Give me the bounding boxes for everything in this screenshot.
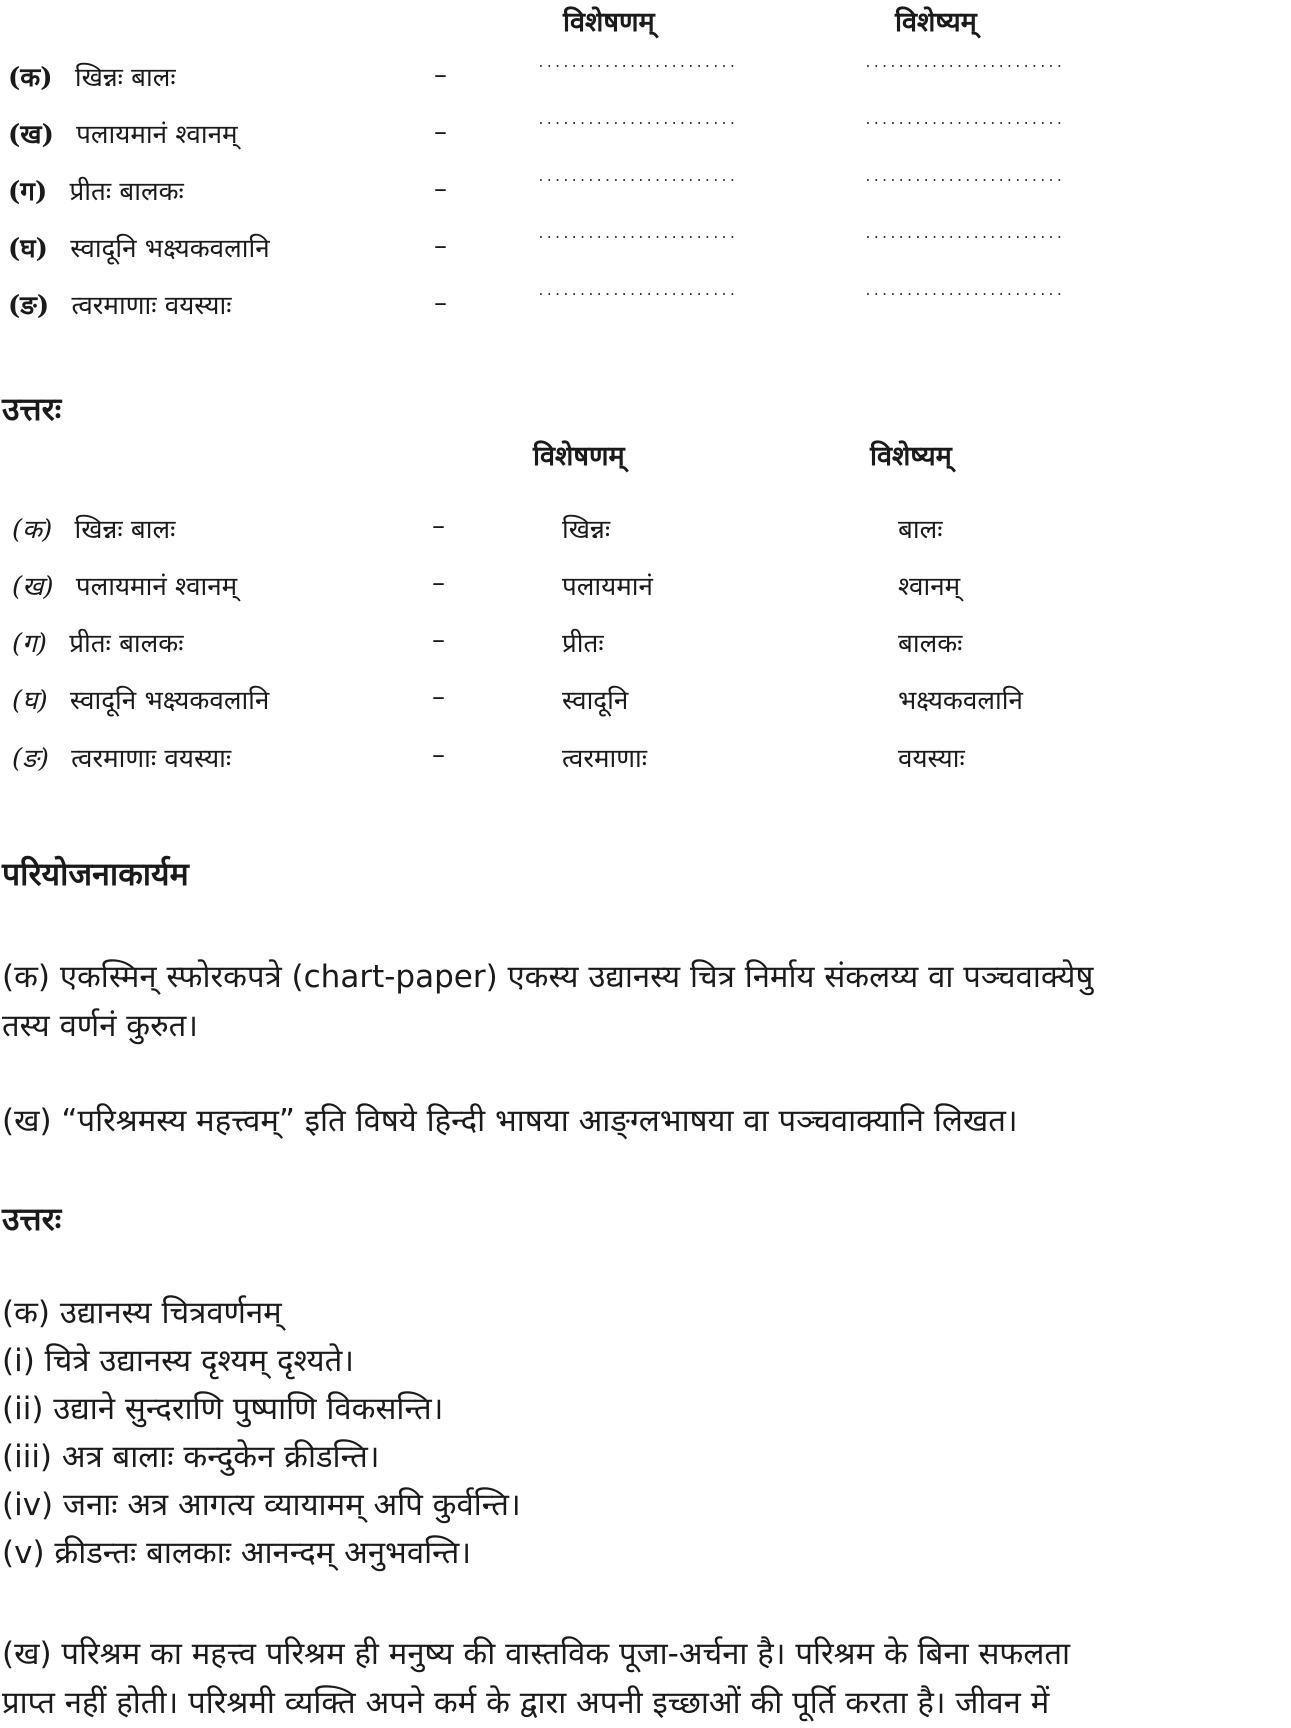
- answer-blank: ........................: [864, 56, 1064, 71]
- a-row-gha: [12, 681, 269, 717]
- a-row-dash: –: [432, 740, 445, 770]
- q-row-dash: –: [434, 117, 447, 147]
- answer-heading: उत्तरः: [2, 1200, 62, 1238]
- answer-blank: ........................: [537, 170, 737, 185]
- answer-blank: ........................: [864, 227, 1064, 242]
- a-row-label: (घ): [12, 686, 48, 716]
- a-row-visheshya: बालः: [898, 515, 943, 545]
- q-row-phrase: त्वरमाणाः वयस्याः: [71, 291, 232, 321]
- a-row-visheshan: त्वरमाणाः: [562, 744, 648, 774]
- answer-kha-line2: प्राप्त नहीं होती। परिश्रमी व्यक्ति अपने कर्म के द्वारा अपनी इच्छाओं की पूर्ति करता है। जीवन में: [2, 1685, 1050, 1721]
- q-row-dash: –: [434, 288, 447, 318]
- a-row-label: (ङ): [12, 744, 49, 774]
- a-row-ka: [12, 510, 175, 546]
- a-col-header-visheshya: विशेष्यम्: [870, 441, 952, 472]
- a-row-phrase: पलायमानं श्वानम्: [75, 572, 238, 602]
- answer-blank: ........................: [537, 227, 737, 242]
- answer-blank: ........................: [537, 56, 737, 71]
- q-row-dash: –: [434, 174, 447, 204]
- a-row-visheshya: श्वानम्: [898, 572, 961, 602]
- answer-kha-line1: (ख) परिश्रम का महत्त्व परिश्रम ही मनुष्य की वास्तविक पूजा-अर्चना है। परिश्रम के बिना सफलता: [2, 1636, 1071, 1672]
- q-row-label: (घ): [8, 234, 48, 264]
- a-row-kha: [12, 567, 237, 603]
- project-heading: परियोजनाकार्यम: [2, 855, 189, 893]
- q-row-phrase: प्रीतः बालकः: [69, 177, 184, 207]
- a-row-visheshan: स्वादूनि: [562, 686, 629, 716]
- a-row-ga: [12, 624, 184, 660]
- q-row-label: (ख): [8, 120, 54, 150]
- a-row-visheshya: वयस्याः: [898, 744, 965, 774]
- q-row-dash: –: [434, 60, 447, 90]
- project-task-kha: (ख) “परिश्रमस्य महत्त्वम्” इति विषये हिन्दी भाषया आङ्ग्लभाषया वा पञ्चवाक्यानि लिखत।: [2, 1103, 1018, 1139]
- answer-heading: उत्तरः: [2, 390, 62, 428]
- q-row-kha: [8, 115, 238, 151]
- a-row-dash: –: [432, 625, 445, 655]
- q-row-ka: [8, 58, 176, 94]
- a-row-dash: –: [432, 682, 445, 712]
- a-row-label: (ग): [12, 629, 47, 659]
- answer-blank: ........................: [864, 113, 1064, 128]
- answer-ka-line-iv: (iv) जनाः अत्र आगत्य व्यायामम् अपि कुर्वन्ति।: [2, 1487, 521, 1523]
- q-row-gha: [8, 229, 270, 265]
- q-row-ga: [8, 172, 184, 208]
- a-row-phrase: खिन्नः बालः: [74, 515, 176, 545]
- a-row-nga: [12, 739, 231, 775]
- a-row-label: (ख): [12, 572, 54, 602]
- a-row-label: (क): [12, 515, 53, 545]
- a-col-header-visheshan: विशेषणम्: [533, 441, 625, 472]
- project-task-ka-line2: तस्य वर्णनं कुरुत।: [2, 1008, 199, 1044]
- answer-blank: ........................: [537, 113, 737, 128]
- q-col-header-visheshya: विशेष्यम्: [895, 7, 977, 38]
- a-row-visheshan: पलायमानं: [562, 572, 653, 602]
- answer-blank: ........................: [537, 284, 737, 299]
- answer-ka-line-v: (v) क्रीडन्तः बालकाः आनन्दम् अनुभवन्ति।: [2, 1535, 472, 1571]
- a-row-phrase: स्वादूनि भक्ष्यकवलानि: [69, 686, 270, 716]
- answer-ka-title: (क) उद्यानस्य चित्रवर्णनम्: [2, 1295, 282, 1331]
- answer-ka-line-ii: (ii) उद्याने सुन्दराणि पुष्पाणि विकसन्ति।: [2, 1391, 444, 1427]
- q-row-phrase: पलायमानं श्वानम्: [76, 120, 238, 150]
- q-col-header-visheshan: विशेषणम्: [563, 7, 655, 38]
- q-row-label: (ग): [8, 177, 48, 207]
- q-row-dash: –: [434, 231, 447, 261]
- a-row-dash: –: [432, 511, 445, 541]
- a-row-visheshya: भक्ष्यकवलानि: [898, 686, 1023, 716]
- a-row-visheshan: प्रीतः: [562, 629, 604, 659]
- answer-blank: ........................: [864, 284, 1064, 299]
- answer-blank: ........................: [864, 170, 1064, 185]
- a-row-phrase: प्रीतः बालकः: [69, 629, 184, 659]
- a-row-dash: –: [432, 568, 445, 598]
- project-task-ka-line1: (क) एकस्मिन् स्फोरकपत्रे (chart-paper) एकस्य उद्यानस्य चित्र निर्माय संकलय्य वा पञ्चवाक्येषु: [2, 959, 1094, 995]
- a-row-visheshan: खिन्नः: [562, 515, 611, 545]
- a-row-visheshya: बालकः: [898, 629, 963, 659]
- q-row-label: (ङ): [8, 291, 50, 321]
- q-row-nga: [8, 286, 231, 322]
- a-row-phrase: त्वरमाणाः वयस्याः: [71, 744, 232, 774]
- q-row-label: (क): [8, 63, 53, 93]
- answer-ka-line-i: (i) चित्रे उद्यानस्य दृश्यम् दृश्यते।: [2, 1343, 355, 1379]
- answer-ka-line-iii: (iii) अत्र बालाः कन्दुकेन क्रीडन्ति।: [2, 1439, 380, 1475]
- q-row-phrase: स्वादूनि भक्ष्यकवलानि: [70, 234, 270, 264]
- q-row-phrase: खिन्नः बालः: [74, 63, 176, 93]
